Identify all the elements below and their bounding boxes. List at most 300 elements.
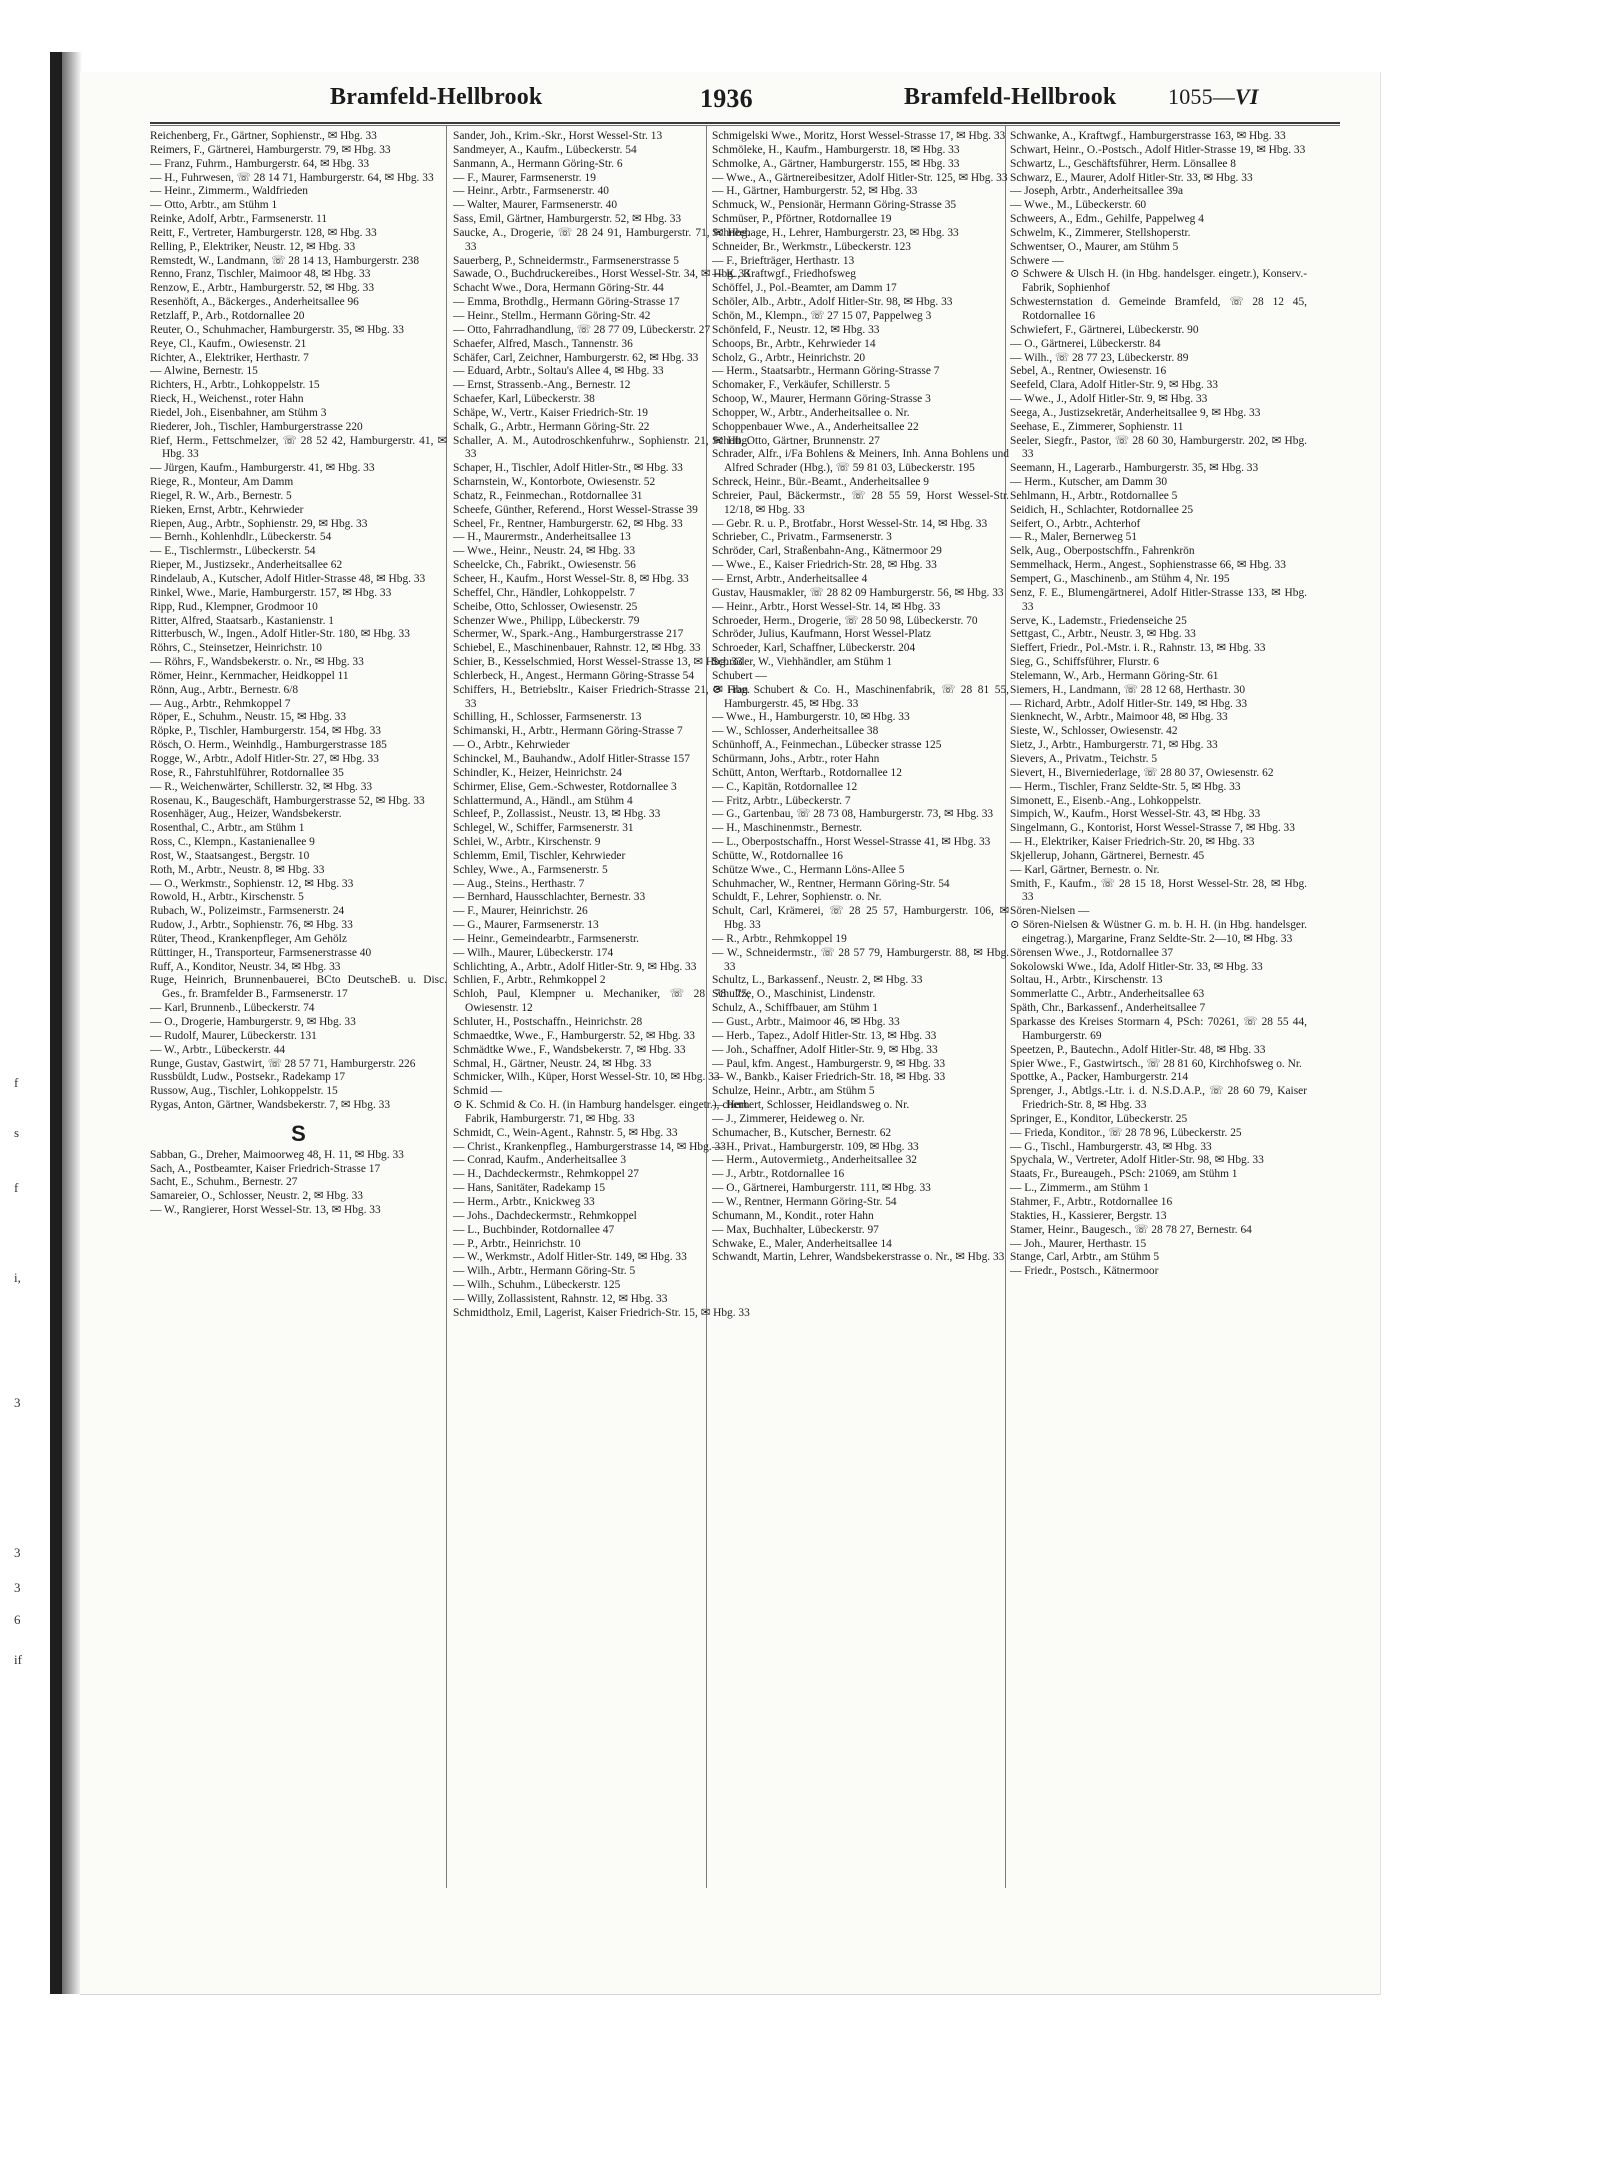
directory-entry: Rüter, Theod., Krankenpfleger, Am Gehölz <box>150 932 347 945</box>
directory-entry: — Wwe., E., Kaiser Friedrich-Str. 28, ✉ Hbg. 33 <box>712 559 937 572</box>
page-number <box>1168 84 1259 110</box>
directory-entry: Rinkel, Wwe., Marie, Hamburgerstr. 157, ✉ Hbg. 33 <box>150 586 392 599</box>
directory-entry: — W., Schneidermstr., ☏ 28 57 79, Hamburgerstr. 88, ✉ Hbg. 33 <box>712 946 1009 973</box>
directory-entry: Schier, B., Kesselschmied, Horst Wessel-Strasse 13, ✉ Hbg. 33 <box>453 656 743 669</box>
directory-entry: Rieper, M., Justizsekr., Anderheitsallee 62 <box>150 559 343 572</box>
directory-entry: Rieken, Ernst, Arbtr., Kehrwieder <box>150 503 304 516</box>
directory-entry: Rosenau, K., Baugeschäft, Hamburgerstrasse 52, ✉ Hbg. 33 <box>150 794 425 807</box>
directory-entry: Reinke, Adolf, Arbtr., Farmsenerstr. 11 <box>150 213 328 226</box>
directory-entry: Scheibe, Otto, Schlosser, Owiesenstr. 25 <box>453 600 638 613</box>
directory-entry: — Gebr. R. u. P., Brotfabr., Horst Wessel-Str. 14, ✉ Hbg. 33 <box>712 517 988 530</box>
directory-entry: Römer, Heinr., Kernmacher, Heidkoppel 11 <box>150 669 349 682</box>
directory-entry: Simonett, E., Eisenb.-Ang., Lohkoppelstr. <box>1010 794 1202 807</box>
directory-entry: — Emma, Brothdlg., Hermann Göring-Strasse 17 <box>453 296 680 309</box>
directory-entry: Sehlmann, H., Arbtr., Rotdornallee 5 <box>1010 489 1178 502</box>
directory-entry: Schroeder, Herm., Drogerie, ☏ 28 50 98, Lübeckerstr. 70 <box>712 614 978 627</box>
directory-entry: Stahmer, F., Arbtr., Rotdornallee 16 <box>1010 1195 1173 1208</box>
directory-entry: Rüttinger, H., Transporteur, Farmsenerstrasse 40 <box>150 946 372 959</box>
directory-entry: Sieffert, Friedr., Pol.-Mstr. i. R., Rahnstr. 13, ✉ Hbg. 33 <box>1010 642 1266 655</box>
directory-entry: Sommerlatte C., Arbtr., Anderheitsallee 63 <box>1010 988 1205 1001</box>
directory-entry: Sprenger, J., Abtlgs.-Ltr. i. d. N.S.D.A.P., ☏ 28 60 79, Kaiser Friedrich-Str. 8, ✉ Hbg. 33 <box>1010 1085 1307 1112</box>
directory-entry: Schröder, W., Viehhändler, am Stühm 1 <box>712 656 893 669</box>
column-2 <box>453 130 750 1890</box>
directory-entry: — G., Tischl., Hamburgerstr. 43, ✉ Hbg. 33 <box>1010 1140 1212 1153</box>
directory-entry: Schwesternstation d. Gemeinde Bramfeld, ☏ 28 12 45, Rotdornallee 16 <box>1010 296 1307 322</box>
directory-entry: Schäfer, Carl, Zeichner, Hamburgerstr. 62, ✉ Hbg. 33 <box>453 351 699 364</box>
directory-entry: Sach, A., Postbeamter, Kaiser Friedrich-Strasse 17 <box>150 1162 381 1175</box>
directory-entry: Smith, F., Kaufm., ☏ 28 15 18, Horst Wessel-Str. 28, ✉ Hbg. 33 <box>1010 877 1307 904</box>
directory-entry: — L., Buchbinder, Rotdornallee 47 <box>453 1223 615 1236</box>
directory-entry: Sabban, G., Dreher, Maimoorweg 48, H. 11, ✉ Hbg. 33 <box>150 1148 404 1161</box>
directory-entry: Renzow, E., Arbtr., Hamburgerstr. 52, ✉ Hbg. 33 <box>150 282 375 295</box>
directory-entry: Schünhoff, A., Feinmechan., Lübecker strasse 125 <box>712 739 942 752</box>
directory-entry: — Wilh., Arbtr., Hermann Göring-Str. 5 <box>453 1265 636 1278</box>
directory-entry: Schwandt, Martin, Lehrer, Wandsbekerstrasse o. Nr., ✉ Hbg. 33 <box>712 1251 1005 1264</box>
directory-entry: Spychala, W., Vertreter, Adolf Hitler-Str. 98, ✉ Hbg. 33 <box>1010 1154 1264 1167</box>
directory-entry: Sievert, H., Biverniederlage, ☏ 28 80 37, Owiesenstr. 62 <box>1010 766 1274 779</box>
directory-entry: Sandmeyer, A., Kaufm., Lübeckerstr. 54 <box>453 143 637 156</box>
directory-entry: — Walter, Maurer, Farmsenerstr. 40 <box>453 199 618 212</box>
directory-entry: — Heinr., Gemeindearbtr., Farmsenerstr. <box>453 932 639 945</box>
bleed-char: 6 <box>14 1612 21 1627</box>
directory-entry: ⊙ K. Schmid & Co. H. (in Hamburg handelsger. eingetr.), chem. Fabrik, Hamburgerstr. 71, ✉ Hbg. 33 <box>453 1099 750 1125</box>
directory-entry: Schröder, Carl, Straßenbahn-Ang., Kätnermoor 29 <box>712 545 942 558</box>
header-rule-thin <box>150 125 1340 126</box>
directory-entry: Reitt, F., Vertreter, Hamburgerstr. 128, ✉ Hbg. 33 <box>150 226 377 239</box>
directory-entry: Schmädtke Wwe., F., Wandsbekerstr. 7, ✉ Hbg. 33 <box>453 1043 686 1056</box>
directory-entry: Seefeld, Clara, Adolf Hitler-Str. 9, ✉ Hbg. 33 <box>1010 379 1218 392</box>
directory-entry: — Herm., Autovermietg., Anderheitsallee 32 <box>712 1154 917 1167</box>
directory-entry: Resenhöft, A., Bäckerges., Anderheitsallee 96 <box>150 296 359 309</box>
bleed-char: 3 <box>14 1395 21 1410</box>
directory-entry: — W., Schlosser, Anderheitsallee 38 <box>712 725 879 738</box>
directory-entry: Schütze Wwe., C., Hermann Löns-Allee 5 <box>712 863 905 876</box>
directory-entry: Schleef, P., Zollassist., Neustr. 13, ✉ Hbg. 33 <box>453 808 661 821</box>
directory-entry: Renno, Franz, Tischler, Maimoor 48, ✉ Hbg. 33 <box>150 268 371 281</box>
directory-entry: Schott, Otto, Gärtner, Brunnenstr. 27 <box>712 434 880 447</box>
header-left-title: Bramfeld-Hellbrook <box>330 84 543 110</box>
directory-entry: — Conrad, Kaufm., Anderheitsallee 3 <box>453 1154 627 1167</box>
directory-entry: Speetzen, P., Bautechn., Adolf Hitler-Str. 48, ✉ Hbg. 33 <box>1010 1043 1266 1056</box>
directory-entry: Siemers, H., Landmann, ☏ 28 12 68, Herthastr. 30 <box>1010 683 1246 696</box>
directory-entry: Schinckel, M., Bauhandw., Adolf Hitler-Strasse 157 <box>453 752 690 765</box>
directory-entry: Röpke, P., Tischler, Hamburgerstr. 154, ✉ Hbg. 33 <box>150 725 381 738</box>
directory-entry: — Joh., Maurer, Herthastr. 15 <box>1010 1237 1147 1250</box>
directory-entry: Rosenthal, C., Arbtr., am Stühm 1 <box>150 822 305 835</box>
bleed-char: f <box>14 1075 19 1090</box>
directory-entry: Reye, Cl., Kaufm., Owiesenstr. 21 <box>150 337 307 350</box>
directory-entry: Spottke, A., Packer, Hamburgerstr. 214 <box>1010 1071 1189 1084</box>
directory-entry: Seemann, H., Lagerarb., Hamburgerstr. 35, ✉ Hbg. 33 <box>1010 462 1259 475</box>
directory-entry: Senz, F. E., Blumengärtnerei, Adolf Hitler-Strasse 133, ✉ Hbg. 33 <box>1010 586 1307 613</box>
directory-entry: Ruff, A., Konditor, Neustr. 34, ✉ Hbg. 33 <box>150 960 341 973</box>
directory-entry: Sörensen Wwe., J., Rotdornallee 37 <box>1010 946 1174 959</box>
directory-entry: — O., Gärtnerei, Lübeckerstr. 84 <box>1010 337 1161 350</box>
directory-entry: Schneehage, H., Lehrer, Hamburgerstr. 23, ✉ Hbg. 33 <box>712 226 959 239</box>
directory-entry: Schopper, W., Arbtr., Anderheitsallee o. Nr. <box>712 406 910 419</box>
directory-entry: Schmöleke, H., Kaufm., Hamburgerstr. 18, ✉ Hbg. 33 <box>712 143 960 156</box>
directory-entry: Schwake, E., Maler, Anderheitsallee 14 <box>712 1237 892 1250</box>
header-year: 1936 <box>700 84 753 113</box>
directory-entry: — Eduard, Arbtr., Soltau's Allee 4, ✉ Hbg. 33 <box>453 365 664 378</box>
directory-entry: Samareier, O., Schlosser, Neustr. 2, ✉ Hbg. 33 <box>150 1190 363 1203</box>
directory-entry: Rogge, W., Arbtr., Adolf Hitler-Str. 27, ✉ Hbg. 33 <box>150 752 379 765</box>
directory-entry: Schirmer, Elise, Gem.-Schwester, Rotdornallee 3 <box>453 780 677 793</box>
directory-entry: Sawade, O., Buchdruckereibes., Horst Wessel-Str. 34, ✉ Hbg. 33 <box>453 268 750 281</box>
gutter-shadow <box>62 52 82 1994</box>
directory-entry: Schloh, Paul, Klempner u. Mechaniker, ☏ 28 78 75, Owiesenstr. 12 <box>453 988 750 1015</box>
column-1 <box>150 130 447 1890</box>
directory-entry: Richter, A., Elektriker, Herthastr. 7 <box>150 351 309 364</box>
directory-entry: Schalk, G., Arbtr., Hermann Göring-Str. 22 <box>453 420 650 433</box>
directory-entry: — H., Maurermstr., Anderheitsallee 13 <box>453 531 631 544</box>
directory-entry: Scheffel, Chr., Händler, Lohkoppelstr. 7 <box>453 586 635 599</box>
directory-entry: ⊙ Schwere & Ulsch H. (in Hbg. handelsger. eingetr.), Konserv.-Fabrik, Sophienhof <box>1010 268 1307 295</box>
directory-entry: Rindelaub, A., Kutscher, Adolf Hitler-Strasse 48, ✉ Hbg. 33 <box>150 573 426 585</box>
directory-entry: Stamer, Heinr., Baugesch., ☏ 28 78 27, Bernestr. 64 <box>1010 1223 1252 1236</box>
directory-entry: Rowold, H., Arbtr., Kirschenstr. 5 <box>150 891 304 904</box>
directory-entry: Singelmann, G., Kontorist, Horst Wessel-Strasse 7, ✉ Hbg. 33 <box>1010 822 1295 835</box>
directory-entry: Schreier, Paul, Bäckermstr., ☏ 28 55 59, Horst Wessel-Str. 12/18, ✉ Hbg. 33 <box>712 489 1009 516</box>
directory-entry: Schomaker, F., Verkäufer, Schillerstr. 5 <box>712 379 890 392</box>
directory-entry: Sieg, G., Schiffsführer, Flurstr. 6 <box>1010 656 1159 669</box>
directory-entry: Scheefe, Günther, Referend., Horst Wessel-Strasse 39 <box>453 503 698 516</box>
directory-entry: — Willy, Zollassistent, Rahnstr. 12, ✉ Hbg. 33 <box>453 1292 668 1305</box>
directory-entry: Semmelhack, Herm., Angest., Sophienstrasse 66, ✉ Hbg. 33 <box>1010 559 1286 572</box>
directory-entry: Rösch, O. Herm., Weinhdlg., Hamburgerstrasse 185 <box>150 739 387 752</box>
directory-entry: — Herm., Arbtr., Knickweg 33 <box>453 1195 595 1208</box>
directory-entry: Schmal, H., Gärtner, Neustr. 24, ✉ Hbg. 33 <box>453 1057 652 1070</box>
directory-entry: Schmigelski Wwe., Moritz, Horst Wessel-Strasse 17, ✉ Hbg. 33 <box>712 130 1006 142</box>
directory-entry: Seeler, Siegfr., Pastor, ☏ 28 60 30, Hamburgerstr. 202, ✉ Hbg. 33 <box>1010 434 1307 461</box>
directory-entry: Sanmann, A., Hermann Göring-Str. 6 <box>453 157 623 170</box>
directory-entry: — J., Arbtr., Rotdornallee 16 <box>712 1168 845 1181</box>
directory-entry: Schwanke, A., Kraftwgf., Hamburgerstrasse 163, ✉ Hbg. 33 <box>1010 130 1286 142</box>
bleed-char: 3 <box>14 1580 21 1595</box>
directory-entry: — Bernhard, Hausschlachter, Bernestr. 33 <box>453 891 646 904</box>
directory-entry: — Friedr., Postsch., Kätnermoor <box>1010 1265 1159 1278</box>
directory-entry: Schmüser, P., Pförtner, Rotdornallee 19 <box>712 213 892 226</box>
directory-entry: Stakties, H., Kassierer, Bergstr. 13 <box>1010 1209 1167 1222</box>
directory-entry: Serve, K., Lademstr., Friedenseiche 25 <box>1010 614 1187 627</box>
directory-entry: — Heinr., Zimmerm., Waldfrieden <box>150 185 308 198</box>
directory-entry: Seega, A., Justizsekretär, Anderheitsallee 9, ✉ Hbg. 33 <box>1010 406 1261 419</box>
directory-entry: — Wwe., H., Hamburgerstr. 10, ✉ Hbg. 33 <box>712 711 910 724</box>
directory-entry: Schermer, W., Spark.-Ang., Hamburgerstrasse 217 <box>453 628 684 641</box>
directory-entry: — H., Gärtner, Hamburgerstr. 52, ✉ Hbg. 33 <box>712 185 918 198</box>
directory-entry: — Ernst, Arbtr., Anderheitsallee 4 <box>712 573 868 585</box>
directory-entry: Rygas, Anton, Gärtner, Wandsbekerstr. 7, ✉ Hbg. 33 <box>150 1099 391 1112</box>
directory-entry: — Wwe., J., Adolf Hitler-Str. 9, ✉ Hbg. 33 <box>1010 393 1208 406</box>
page-header <box>150 84 1280 116</box>
directory-entry: Schoops, Br., Arbtr., Kehrwieder 14 <box>712 337 876 350</box>
directory-entry: Schönfeld, F., Neustr. 12, ✉ Hbg. 33 <box>712 323 880 336</box>
directory-entry: Richters, H., Arbtr., Lohkoppelstr. 15 <box>150 379 320 392</box>
directory-entry: Retzlaff, P., Arb., Rotdornallee 20 <box>150 309 305 322</box>
directory-entry: Sempert, G., Maschinenb., am Stühm 4, Nr. 195 <box>1010 573 1230 585</box>
directory-entry: — Franz, Fuhrm., Hamburgerstr. 64, ✉ Hbg. 33 <box>150 157 370 170</box>
directory-entry: — C., Kapitän, Rotdornallee 12 <box>712 780 858 793</box>
directory-entry: — F., Maurer, Heinrichstr. 26 <box>453 905 588 918</box>
directory-entry: Spier Wwe., F., Gastwirtsch., ☏ 28 81 60, Kirchhofsweg o. Nr. <box>1010 1057 1302 1070</box>
directory-entry: Schoop, W., Maurer, Hermann Göring-Strasse 3 <box>712 393 931 406</box>
directory-entry: Stelemann, W., Arb., Hermann Göring-Str. 61 <box>1010 669 1219 682</box>
directory-entry: Riederer, Joh., Tischler, Hamburgerstrasse 220 <box>150 420 363 433</box>
bleed-char: if <box>14 1652 22 1667</box>
directory-entry: — H., Dachdeckermstr., Rehmkoppel 27 <box>453 1168 640 1181</box>
column-4 <box>1010 130 1307 1890</box>
directory-entry: Rose, R., Fahrstuhlführer, Rotdornallee 35 <box>150 766 344 779</box>
directory-entry: Schult, Carl, Krämerei, ☏ 28 25 57, Hamburgerstr. 106, ✉ Hbg. 33 <box>712 905 1009 932</box>
directory-entry: — O., Drogerie, Hamburgerstr. 9, ✉ Hbg. 33 <box>150 1016 356 1028</box>
directory-entry: — Wilh., Schuhm., Lübeckerstr. 125 <box>453 1279 621 1292</box>
directory-entry: — J., Zimmerer, Heideweg o. Nr. <box>712 1112 865 1125</box>
directory-entry: Schimanski, H., Arbtr., Hermann Göring-Strasse 7 <box>453 725 683 738</box>
page-roman: VI <box>1235 84 1259 109</box>
directory-entry: — Joh., Schaffner, Adolf Hitler-Str. 9, ✉ Hbg. 33 <box>712 1043 938 1056</box>
directory-entry: Schoppenbauer Wwe., A., Anderheitsallee 22 <box>712 420 919 433</box>
directory-entry: Simpich, W., Kaufm., Horst Wessel-Str. 43, ✉ Hbg. 33 <box>1010 808 1261 821</box>
directory-entry: Schilling, H., Schlosser, Farmsenerstr. 13 <box>453 711 642 724</box>
directory-entry: Rudow, J., Arbtr., Sophienstr. 76, ✉ Hbg. 33 <box>150 919 353 932</box>
directory-entry: Schöler, Alb., Arbtr., Adolf Hitler-Str. 98, ✉ Hbg. 33 <box>712 296 953 309</box>
directory-entry: — Herbert, Schlosser, Heidlandsweg o. Nr. <box>712 1099 910 1112</box>
directory-entry: — O., Werkmstr., Sophienstr. 12, ✉ Hbg. 33 <box>150 877 354 890</box>
directory-entry: — G., Gartenbau, ☏ 28 73 08, Hamburgerstr. 73, ✉ Hbg. 33 <box>712 808 994 821</box>
directory-entry: Schultz, L., Barkassenf., Neustr. 2, ✉ Hbg. 33 <box>712 974 923 987</box>
directory-entry: — Herb., Tapez., Adolf Hitler-Str. 13, ✉ Hbg. 33 <box>712 1029 937 1042</box>
directory-entry: — Ernst, Strassenb.-Ang., Bernestr. 12 <box>453 379 631 392</box>
directory-entry: — Fritz, Arbtr., Lübeckerstr. 7 <box>712 794 851 807</box>
directory-entry: Ross, C., Klempn., Kastanienallee 9 <box>150 836 315 849</box>
directory-entry: Sieste, W., Schlosser, Owiesenstr. 42 <box>1010 725 1178 738</box>
directory-entry: — Wwe., Heinr., Neustr. 24, ✉ Hbg. 33 <box>453 545 636 558</box>
bleed-char: f <box>14 1180 19 1195</box>
directory-entry: — Rudolf, Maurer, Lübeckerstr. 131 <box>150 1029 317 1042</box>
directory-entry: — K., Kraftwgf., Friedhofsweg <box>712 268 856 281</box>
directory-entry: Scheer, H., Kaufm., Horst Wessel-Str. 8, ✉ Hbg. 33 <box>453 573 689 585</box>
directory-entry: Runge, Gustav, Gastwirt, ☏ 28 57 71, Hamburgerstr. 226 <box>150 1057 416 1070</box>
directory-entry: Sass, Emil, Gärtner, Hamburgerstr. 52, ✉ Hbg. 33 <box>453 213 682 226</box>
directory-entry: — Frieda, Konditor., ☏ 28 78 96, Lübeckerstr. 25 <box>1010 1126 1242 1139</box>
directory-entry: Seidich, H., Schlachter, Rotdornallee 25 <box>1010 503 1194 516</box>
directory-entry: — F., Briefträger, Herthastr. 13 <box>712 254 855 267</box>
column-3 <box>712 130 1009 1890</box>
directory-entry: — W., Rentner, Hermann Göring-Str. 54 <box>712 1195 897 1208</box>
directory-entry: Skjellerup, Johann, Gärtnerei, Bernestr. 45 <box>1010 849 1205 862</box>
directory-entry: Reimers, F., Gärtnerei, Hamburgerstr. 79, ✉ Hbg. 33 <box>150 143 391 156</box>
directory-entry: Schlien, F., Arbtr., Rehmkoppel 2 <box>453 974 606 987</box>
directory-entry: — Karl, Gärtner, Bernestr. o. Nr. <box>1010 863 1160 876</box>
header-rule <box>150 122 1340 124</box>
directory-entry: Schweers, A., Edm., Gehilfe, Pappelweg 4 <box>1010 213 1204 226</box>
directory-entry: Staats, Fr., Bureaugeh., PSch: 21069, am Stühm 1 <box>1010 1168 1238 1181</box>
directory-entry: Rosenhäger, Aug., Heizer, Wandsbekerstr. <box>150 808 342 821</box>
directory-entry: — Otto, Arbtr., am Stühm 1 <box>150 199 278 212</box>
directory-entry: Schreck, Heinr., Bür.-Beamt., Anderheitsallee 9 <box>712 476 929 489</box>
directory-entry: Saucke, A., Drogerie, ☏ 28 24 91, Hamburgerstr. 71, ✉ Hbg. 33 <box>453 226 750 253</box>
directory-entry: Sander, Joh., Krim.-Skr., Horst Wessel-Str. 13 <box>453 130 663 142</box>
directory-entry: Sievers, A., Privatm., Teichstr. 5 <box>1010 752 1158 765</box>
directory-entry: — Heinr., Arbtr., Farmsenerstr. 40 <box>453 185 609 198</box>
directory-entry: — W., Rangierer, Horst Wessel-Str. 13, ✉ Hbg. 33 <box>150 1204 381 1217</box>
directory-entry: Sietz, J., Arbtr., Hamburgerstr. 71, ✉ Hbg. 33 <box>1010 739 1218 752</box>
directory-entry: Riepen, Aug., Arbtr., Sophienstr. 29, ✉ Hbg. 33 <box>150 517 368 530</box>
directory-entry: Scharnstein, W., Kontorbote, Owiesenstr. 52 <box>453 476 656 489</box>
directory-entry: Sebel, A., Rentner, Owiesenstr. 16 <box>1010 365 1167 378</box>
directory-entry: — H., Fuhrwesen, ☏ 28 14 71, Hamburgerstr. 64, ✉ Hbg. 33 <box>150 171 434 184</box>
directory-entry: — Gust., Arbtr., Maimoor 46, ✉ Hbg. 33 <box>712 1016 900 1028</box>
directory-entry: — Heinr., Stellm., Hermann Göring-Str. 42 <box>453 309 651 322</box>
directory-entry: Settgast, C., Arbtr., Neustr. 3, ✉ Hbg. 33 <box>1010 628 1196 641</box>
directory-entry: Schwentser, O., Maurer, am Stühm 5 <box>1010 240 1179 253</box>
directory-entry: Schlegel, W., Schiffer, Farmsenerstr. 31 <box>453 822 634 835</box>
directory-entry: Schumacher, B., Kutscher, Bernestr. 62 <box>712 1126 892 1139</box>
directory-entry: ⊙ Sören-Nielsen & Wüstner G. m. b. H. H. (in Hbg. handelsger. eingetrag.), Margarine, Franz Seldte-Str. 2—10, ✉ Hbg. 33 <box>1010 919 1307 945</box>
directory-entry: — Röhrs, F., Wandsbekerstr. o. Nr., ✉ Hbg. 33 <box>150 656 364 669</box>
directory-entry: — E., Tischlermstr., Lübeckerstr. 54 <box>150 545 316 558</box>
directory-entry: — O., Gärtnerei, Hamburgerstr. 111, ✉ Hbg. 33 <box>712 1182 931 1195</box>
directory-entry: Späth, Chr., Barkassenf., Anderheitsallee 7 <box>1010 1002 1206 1015</box>
directory-entry: — H., Elektriker, Kaiser Friedrich-Str. 20, ✉ Hbg. 33 <box>1010 836 1255 849</box>
directory-entry: Reuter, O., Schuhmacher, Hamburgerstr. 35, ✉ Hbg. 33 <box>150 323 404 336</box>
directory-entry: — P., Arbtr., Heinrichstr. 10 <box>453 1237 581 1250</box>
directory-entry: Schütte, W., Rotdornallee 16 <box>712 849 843 862</box>
directory-entry: Röper, E., Schuhm., Neustr. 15, ✉ Hbg. 33 <box>150 711 347 724</box>
directory-entry: Schaefer, Karl, Lübeckerstr. 38 <box>453 393 595 406</box>
directory-entry: — H., Privat., Hamburgerstr. 109, ✉ Hbg. 33 <box>712 1140 919 1153</box>
directory-entry: Schultze, O., Maschinist, Lindenstr. <box>712 988 876 1001</box>
directory-entry: Schaefer, Alfred, Masch., Tannenstr. 36 <box>453 337 633 350</box>
directory-entry: — Max, Buchhalter, Lübeckerstr. 97 <box>712 1223 879 1236</box>
directory-entry: Schlichting, A., Arbtr., Adolf Hitler-Str. 9, ✉ Hbg. 33 <box>453 960 697 973</box>
directory-entry: Schenzer Wwe., Philipp, Lübeckerstr. 79 <box>453 614 640 627</box>
directory-entry: Sacht, E., Schuhm., Bernestr. 27 <box>150 1176 298 1189</box>
directory-entry: Schaller, A. M., Autodroschkenfuhrw., Sophienstr. 21, ✉ Hbg. 33 <box>453 434 750 461</box>
directory-entry: Schubert — <box>712 669 767 682</box>
directory-entry: — Herm., Kutscher, am Damm 30 <box>1010 476 1168 489</box>
directory-entry: — H., Maschinenmstr., Bernestr. <box>712 822 862 835</box>
directory-entry: — Christ., Krankenpfleg., Hamburgerstrasse 14, ✉ Hbg. 33 <box>453 1140 726 1153</box>
directory-entry: Schwartz, L., Geschäftsführer, Herm. Lönsallee 8 <box>1010 157 1237 170</box>
directory-entry: Schlemm, Emil, Tischler, Kehrwieder <box>453 849 626 862</box>
directory-entry: — Alwine, Bernestr. 15 <box>150 365 258 378</box>
directory-entry: — Wwe., M., Lübeckerstr. 60 <box>1010 199 1147 212</box>
directory-entry: Schiffers, H., Betriebsltr., Kaiser Friedrich-Strasse 21, ✉ Hbg. 33 <box>453 683 750 710</box>
directory-entry: Scheelcke, Ch., Fabrikt., Owiesenstr. 56 <box>453 559 636 572</box>
directory-entry: Schuldt, F., Lehrer, Sophienstr. o. Nr. <box>712 891 882 904</box>
directory-entry: Relling, P., Elektriker, Neustr. 12, ✉ Hbg. 33 <box>150 240 356 253</box>
directory-entry: Schacht Wwe., Dora, Hermann Göring-Str. 44 <box>453 282 664 295</box>
directory-entry: Schwelm, K., Zimmerer, Stellshoperstr. <box>1010 226 1191 239</box>
directory-entry: Schlei, W., Arbtr., Kirschenstr. 9 <box>453 836 601 849</box>
directory-entry: Schmidtholz, Emil, Lagerist, Kaiser Friedrich-Str. 15, ✉ Hbg. 33 <box>453 1306 750 1319</box>
directory-entry: — Wwe., A., Gärtnereibesitzer, Adolf Hitler-Str. 125, ✉ Hbg. 33 <box>712 171 1008 184</box>
directory-entry: Schäpe, W., Vertr., Kaiser Friedrich-Str. 19 <box>453 406 648 419</box>
directory-entry: Riege, R., Monteur, Am Damm <box>150 476 294 489</box>
directory-entry: Gustav, Hausmakler, ☏ 28 82 09 Hamburgerstr. 56, ✉ Hbg. 33 <box>712 586 1004 599</box>
directory-entry: Schroeder, Karl, Schaffner, Lübeckerstr. 204 <box>712 642 916 655</box>
directory-entry: Russbüldt, Ludw., Postsekr., Radekamp 17 <box>150 1071 346 1084</box>
directory-entry: Sienknecht, W., Arbtr., Maimoor 48, ✉ Hbg. 33 <box>1010 711 1228 724</box>
directory-entry: Riegel, R. W., Arb., Bernestr. 5 <box>150 489 292 502</box>
directory-entry: — R., Arbtr., Rehmkoppel 19 <box>712 932 847 945</box>
directory-entry: Schürmann, Johs., Arbtr., roter Hahn <box>712 752 880 765</box>
directory-entry: Schlerbeck, H., Angest., Hermann Göring-Strasse 54 <box>453 669 695 682</box>
directory-entry: — Joseph, Arbtr., Anderheitsallee 39a <box>1010 185 1184 198</box>
directory-entry: Schwart, Heinr., O.-Postsch., Adolf Hitler-Strasse 19, ✉ Hbg. 33 <box>1010 143 1306 156</box>
directory-entry: Schütt, Anton, Werftarb., Rotdornallee 12 <box>712 766 902 779</box>
directory-entry: Ruge, Heinrich, Brunnenbauerei, BCto DeutscheB. u. Disc. Ges., fr. Bramfelder B., Farmsenerstr. 17 <box>150 974 447 1001</box>
directory-entry: Schrieber, C., Privatm., Farmsenerstr. 3 <box>712 531 892 544</box>
directory-entry: — Wilh., Maurer, Lübeckerstr. 174 <box>453 946 614 959</box>
directory-entry: Seifert, O., Arbtr., Achterhof <box>1010 517 1141 530</box>
directory-entry: Rubach, W., Polizeimstr., Farmsenerstr. 24 <box>150 905 345 918</box>
bleed-char: i, <box>14 1270 21 1285</box>
directory-entry: — Richard, Arbtr., Adolf Hitler-Str. 149, ✉ Hbg. 33 <box>1010 697 1248 710</box>
directory-entry: Soltau, H., Arbtr., Kirschenstr. 13 <box>1010 974 1163 987</box>
directory-entry: Sören-Nielsen — <box>1010 905 1090 918</box>
directory-entry: Schaper, H., Tischler, Adolf Hitler-Str., ✉ Hbg. 33 <box>453 462 683 475</box>
directory-entry: Schumann, M., Kondit., roter Hahn <box>712 1209 874 1222</box>
directory-entry: Schwere — <box>1010 254 1064 267</box>
directory-entry: — Wilh., ☏ 28 77 23, Lübeckerstr. 89 <box>1010 351 1189 364</box>
directory-entry: Schley, Wwe., A., Farmsenerstr. 5 <box>453 863 608 876</box>
directory-entry: Sauerberg, P., Schneidermstr., Farmsenerstrasse 5 <box>453 254 679 267</box>
directory-entry: — L., Oberpostschaffn., Horst Wessel-Strasse 41, ✉ Hbg. 33 <box>712 836 991 849</box>
directory-entry: Seehase, E., Zimmerer, Sophienstr. 11 <box>1010 420 1184 433</box>
directory-entry: — G., Maurer, Farmsenerstr. 13 <box>453 919 599 932</box>
book-spine <box>50 52 62 1994</box>
directory-entry: Schwarz, E., Maurer, Adolf Hitler-Str. 33, ✉ Hbg. 33 <box>1010 171 1253 184</box>
directory-entry: — Herm., Tischler, Franz Seldte-Str. 5, ✉ Hbg. 33 <box>1010 780 1241 793</box>
directory-entry: — W., Bankb., Kaiser Friedrich-Str. 18, ✉ Hbg. 33 <box>712 1071 946 1084</box>
directory-entry: — W., Werkmstr., Adolf Hitler-Str. 149, ✉ Hbg. 33 <box>453 1251 687 1264</box>
directory-entry: Rief, Herm., Fettschmelzer, ☏ 28 52 42, Hamburgerstr. 41, ✉ Hbg. 33 <box>150 434 447 461</box>
directory-entry: Schröder, Julius, Kaufmann, Horst Wessel-Platz <box>712 628 931 641</box>
directory-entry: — Hans, Sanitäter, Radekamp 15 <box>453 1182 606 1195</box>
bleed-char: s <box>14 1125 20 1140</box>
directory-entry: Schön, M., Klempn., ☏ 27 15 07, Pappelweg 3 <box>712 309 932 322</box>
directory-entry: Roth, M., Arbtr., Neustr. 8, ✉ Hbg. 33 <box>150 863 325 876</box>
directory-entry: Schmolke, A., Gärtner, Hamburgerstr. 155, ✉ Hbg. 33 <box>712 157 960 170</box>
directory-entry: Rost, W., Staatsangest., Bergstr. 10 <box>150 849 310 862</box>
directory-entry: — Jürgen, Kaufm., Hamburgerstr. 41, ✉ Hbg. 33 <box>150 462 375 475</box>
directory-entry: — Heinr., Arbtr., Horst Wessel-Str. 14, ✉ Hbg. 33 <box>712 600 941 613</box>
directory-entry: Schulz, A., Schiffbauer, am Stühm 1 <box>712 1002 879 1015</box>
directory-entry: Schneider, Br., Werkmstr., Lübeckerstr. 123 <box>712 240 911 253</box>
directory-entry: Schluter, H., Postschaffn., Heinrichstr. 28 <box>453 1016 643 1028</box>
directory-entry: Schmid — <box>453 1085 503 1098</box>
directory-entry: Stange, Carl, Arbtr., am Stühm 5 <box>1010 1251 1160 1264</box>
directory-entry: — Otto, Fahrradhandlung, ☏ 28 77 09, Lübeckerstr. 27 <box>453 323 711 336</box>
directory-entry: Rönn, Aug., Arbtr., Bernestr. 6/8 <box>150 683 299 696</box>
directory-entry: Schlattermund, A., Händl., am Stühm 4 <box>453 794 633 807</box>
directory-entry: Schmuck, W., Pensionär, Hermann Göring-Strasse 35 <box>712 199 957 212</box>
directory-entry: Schmicker, Wilh., Küper, Horst Wessel-Str. 10, ✉ Hbg. 33 <box>453 1071 720 1084</box>
directory-entry: Ritter, Alfred, Staatsarb., Kastanienstr. 1 <box>150 614 334 627</box>
directory-entry: Schöffel, J., Pol.-Beamter, am Damm 17 <box>712 282 897 295</box>
directory-entry: Schmidt, C., Wein-Agent., Rahnstr. 5, ✉ Hbg. 33 <box>453 1126 678 1139</box>
directory-entry: Schwiefert, F., Gärtnerei, Lübeckerstr. 90 <box>1010 323 1199 336</box>
directory-entry: Schuhmacher, W., Rentner, Hermann Göring-Str. 54 <box>712 877 950 890</box>
directory-entry: Schrader, Alfr., i/Fa Bohlens & Meiners, Inh. Anna Bohlens und Alfred Schrader (Hbg.), ☏ 59 81 03, Lübeckerstr. 195 <box>712 448 1009 475</box>
directory-entry: — Aug., Arbtr., Rehmkoppel 7 <box>150 697 291 710</box>
directory-entry: Rieck, H., Weichenst., roter Hahn <box>150 393 304 406</box>
header-right-title: Bramfeld-Hellbrook <box>904 84 1117 110</box>
directory-entry: — Bernh., Kohlenhdlr., Lübeckerstr. 54 <box>150 531 332 544</box>
directory-entry: Ripp, Rud., Klempner, Grodmoor 10 <box>150 600 318 613</box>
